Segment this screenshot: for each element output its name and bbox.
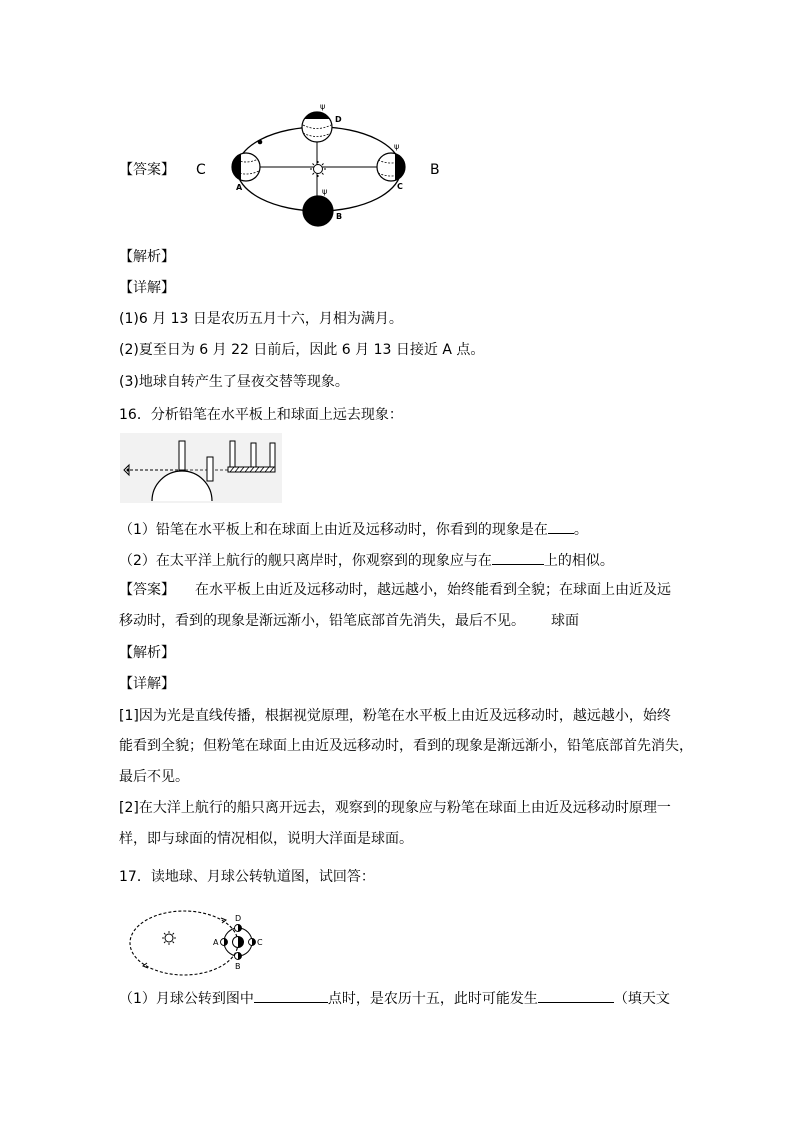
q15-explain-1: (1)6 月 13 日是农历五月十六，月相为满月。 [119,311,403,327]
svg-text:ψ: ψ [320,102,326,111]
q15-explain-3: (3)地球自转产生了昼夜交替等现象。 [119,374,349,390]
answer-tag: 【答案】 [119,162,175,178]
q16-sub1 [119,518,588,540]
earth-icon [233,937,244,948]
sun-icon [162,931,176,945]
q16-answer-row-2 [119,611,579,631]
q17-blank-2[interactable] [538,987,614,1003]
q16-blank-1[interactable] [548,518,574,534]
pencil-horizon-diagram [120,433,282,503]
label-a: A [213,938,219,947]
label-b: B [235,962,241,971]
earth-moon-orbit-diagram [126,906,276,981]
q16-sub1-end: 。 [573,522,588,538]
analysis-heading: 【解析】 [119,645,175,661]
q16-answer-2: 球面 [551,613,579,629]
q16-detail-1a: [1]因为光是直线传播，根据视觉原理，粉笔在水平板上由近及远移动时，越远越小，始终 [119,708,671,724]
q16-detail-2a: [2]在大洋上航行的船只离开远去，观察到的现象应与粉笔在球面上由近及远移动时原理一 [119,800,671,816]
label-c: C [257,938,263,947]
q16-answer-1b: 移动时，看到的现象是渐远渐小，铅笔底部首先消失，最后不见。 [119,613,525,629]
q16-answer-row-1 [119,580,671,600]
answer-tag: 【答案】 [119,582,175,598]
q16-detail-1b: 能看到全貌；但粉笔在球面上由近及远移动时，看到的现象是渐远渐小，铅笔底部首先消失， [119,738,693,754]
detail-heading: 【详解】 [119,676,175,692]
moon-position-c [249,939,256,946]
label-a: A [236,183,243,192]
q16-sub1-text: （1）铅笔在水平板上和在球面上由近及远移动时，你看到的现象是在 [119,522,548,538]
q16-detail-2b: 样，即与球面的情况相似，说明大洋面是球面。 [119,831,413,847]
q16-blank-2[interactable] [492,549,544,565]
earth-position-d [301,102,333,142]
q16-sub2 [119,549,614,571]
earth-position-a [229,140,262,185]
q17-blank-1[interactable] [254,987,328,1003]
detail-heading: 【详解】 [119,280,175,296]
q17-title: 17．读地球、月球公转轨道图，试回答： [119,869,375,885]
q17-sub1-text: （1）月球公转到图中 [119,991,254,1007]
q17-sub1-mid: 点时，是农历十五，此时可能发生 [327,991,538,1007]
earth-position-b [303,187,333,226]
label-b: B [336,212,343,221]
q17-sub1 [119,987,670,1009]
q16-detail-1c: 最后不见。 [119,769,189,785]
q16-sub2-text: （2）在太平洋上航行的舰只离岸时，你观察到的现象应与在 [119,553,492,569]
earth-position-c [377,142,409,185]
analysis-heading: 【解析】 [119,249,175,265]
sun-icon [310,161,326,177]
label-c: C [397,182,403,191]
label-d: D [335,115,342,124]
q15-explain-2: (2)夏至日为 6 月 22 日前后，因此 6 月 13 日接近 A 点。 [119,342,485,358]
q16-sub2-end: 上的相似。 [543,553,614,569]
label-d: D [235,914,242,923]
svg-text:ψ: ψ [322,187,328,196]
q16-answer-1a: 在水平板上由近及远移动时，越远越小，始终能看到全貌；在球面上由近及远 [195,582,671,598]
q16-title: 16．分析铅笔在水平板上和球面上远去现象： [119,407,403,423]
q17-sub1-end: （填天文 [613,991,670,1007]
q15-answer-row [119,160,175,180]
q15-answer-2: B [430,162,440,178]
moon-position-b [235,953,242,960]
earth-orbit-diagram [225,103,445,233]
svg-text:ψ: ψ [394,142,400,151]
moon-position-d [235,925,242,932]
q15-answer-1: C [196,162,206,178]
moon-position-a [221,939,228,946]
